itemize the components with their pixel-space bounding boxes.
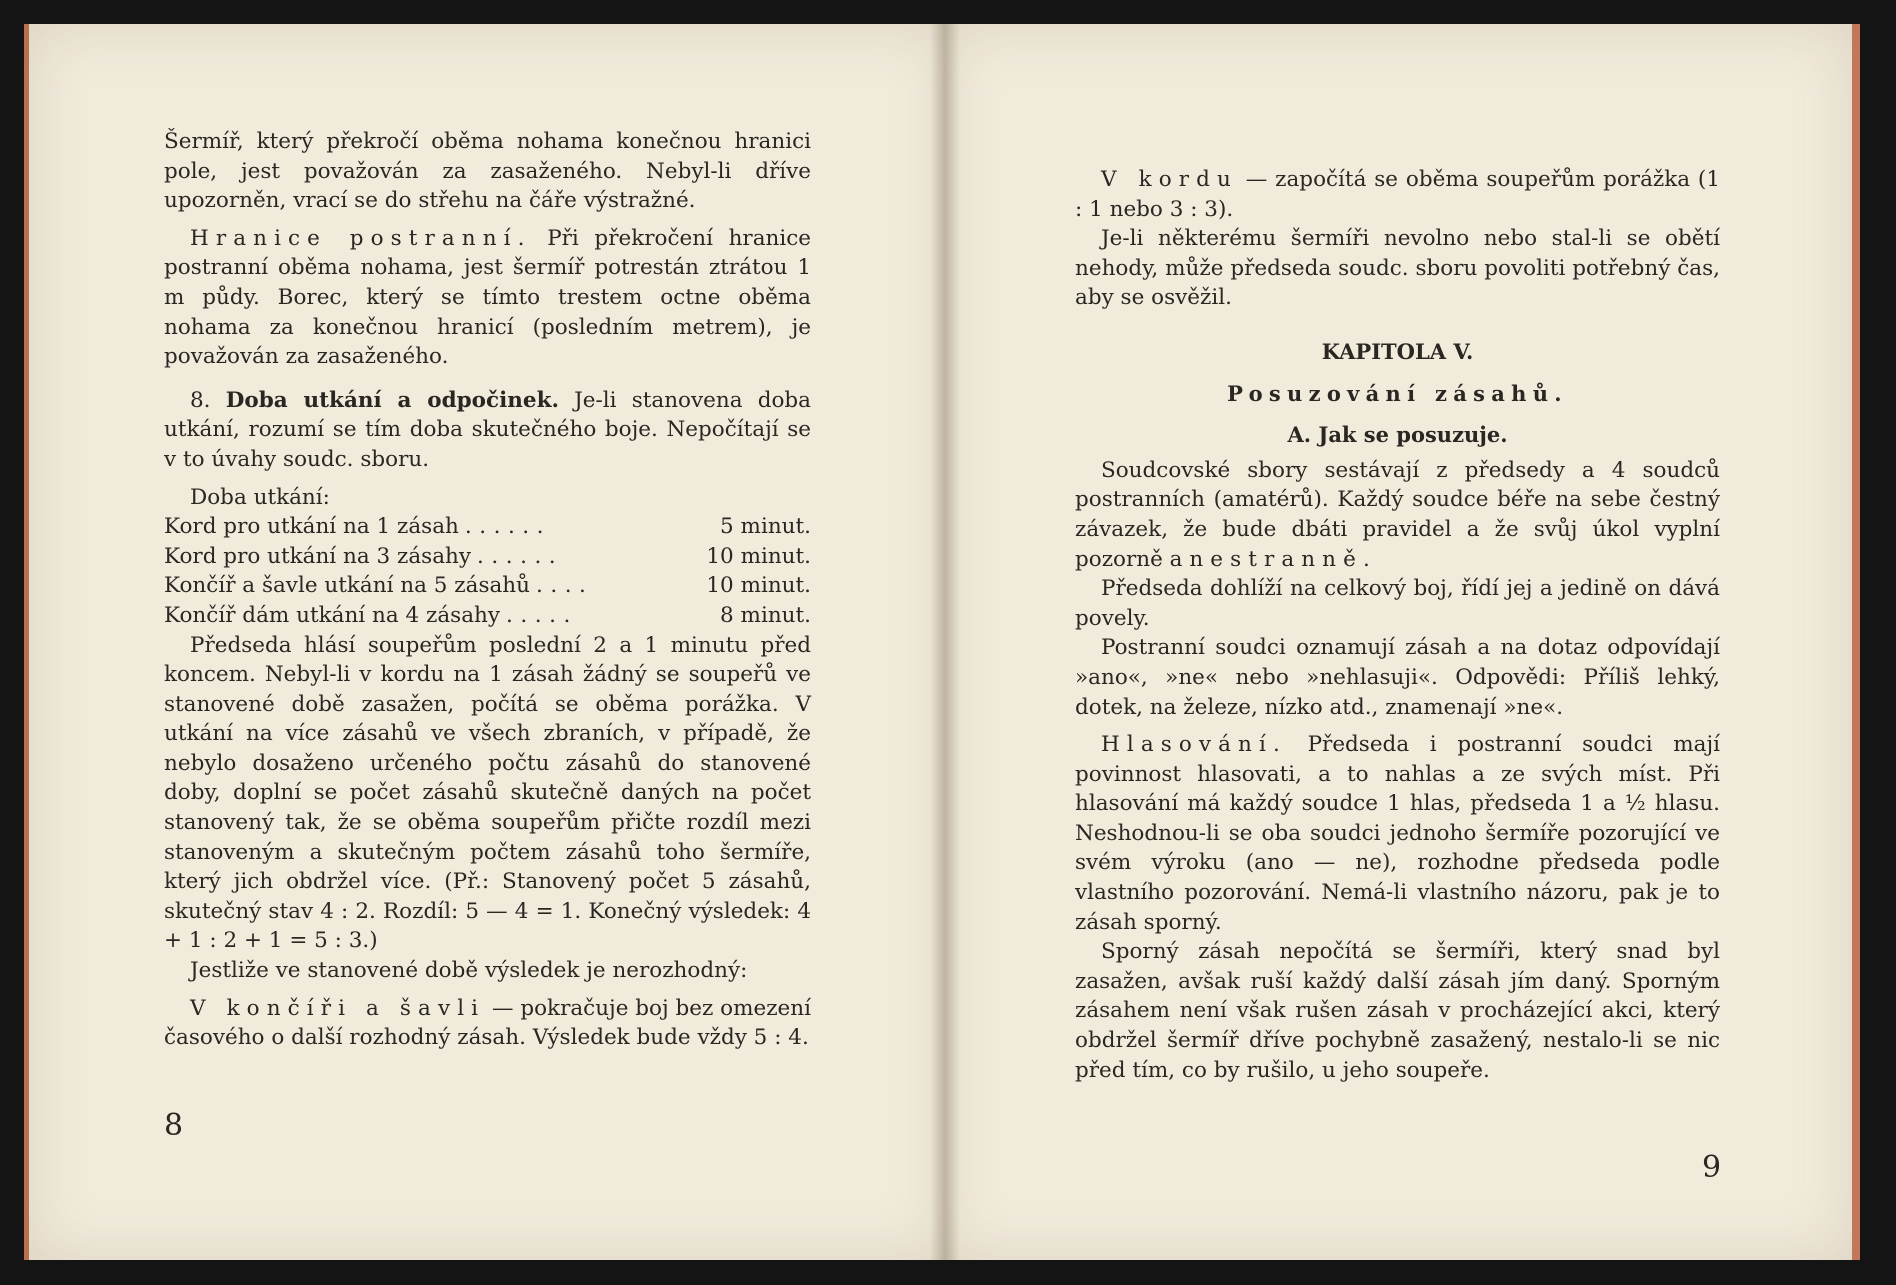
- paragraph: Je-li některému šermíři nevolno nebo stal-li se obětí nehody, může předseda soudc. sboru povoliti potřebný čas, aby se osvěžil.: [1075, 226, 1720, 311]
- spaced-heading: V končíři a šavli: [190, 995, 486, 1021]
- leader-dots: ......: [477, 543, 564, 569]
- spaced-word: nestranně: [1189, 546, 1363, 572]
- paragraph: Postranní soudci oznamují zásah a na dotaz odpovídají »ano«, »ne« nebo »nehlasuji«. Odpovědi: Příliš lehký, dotek, na železe, nízko atd., znamenají »ne«.: [1075, 635, 1720, 720]
- paragraph: Doba utkání:: [190, 484, 330, 510]
- time-value: 5 minut.: [720, 514, 811, 540]
- time-row: [164, 601, 811, 631]
- time-label: Kord pro utkání na 1 zásah: [164, 514, 459, 540]
- time-label: Končíř a šavle utkání na 5 zásahů: [164, 573, 530, 599]
- paragraph: [1075, 730, 1720, 937]
- spaced-heading: Hranice postranní.: [190, 225, 532, 251]
- time-value: 10 minut.: [706, 543, 811, 569]
- paragraph: [164, 224, 811, 372]
- time-label: Kord pro utkání na 3 zásahy: [164, 543, 472, 569]
- chapter-title: Posuzování zásahů.: [1227, 380, 1568, 406]
- right-page-text: [1075, 165, 1720, 1085]
- paragraph: Předseda dohlíží na celkový boj, řídí jej a jedině on dává povely.: [1075, 576, 1720, 631]
- paragraph-text: Předseda i postranní soudci mají povinnost hlasovati, a to nahlas a ze svých míst. Při hlasování má každý soudce 1 hlas, předseda 1 a ½ hlasu. Neshodnou-li se oba soudci jednoho šermíře pozorující ve svém výroku (ano — ne), rozhodne předseda podle vlastního pozorování. Nemá-li vlastního názoru, pak je to zásah sporný.: [1075, 732, 1720, 935]
- time-value: 10 minut.: [706, 573, 811, 599]
- section-heading: A. Jak se posuzuje.: [1287, 422, 1508, 448]
- left-page-text: [164, 127, 811, 1053]
- paragraph-text: — pokračuje boj bez omezení časového o další rozhodný zásah. Výsledek bude vždy 5 : 4.: [164, 995, 811, 1051]
- page-number: 8: [164, 1108, 184, 1143]
- paragraph: Předseda hlásí soupeřům poslední 2 a 1 minutu před koncem. Nebyl-li v kordu na 1 zásah žádný se soupeřů ve stanovené době zasažen, počítá se oběma porážka. V utkání na více zásahů ve všech zbraních, v případě, že nebylo dosaženo určeného počtu zásahů do stanovené doby, doplní se počet zásahů skutečně daných na počet stanovený tak, že se oběma soupeřům přičte rozdíl mezi stanoveným a skutečným počtem zásahů toho šermíře, který jich obdržel více. (Př.: Stanovený počet 5 zásahů, skutečný stav 4 : 2. Rozdíl: 5 — 4 = 1. Konečný výsledek: 4 + 1 : 2 + 1 = 5 : 3.): [164, 632, 811, 954]
- leader-dots: ....: [535, 573, 594, 599]
- paragraph-text: Je-li stanovena doba utkání, rozumí se tím doba skutečného boje. Nepočítají se v to úvahy soudc. sboru.: [164, 387, 811, 472]
- leader-dots: ......: [464, 514, 552, 540]
- section-number: 8.: [190, 387, 226, 413]
- time-value: 8 minut.: [720, 602, 811, 628]
- time-row: [164, 571, 811, 601]
- time-row: [164, 512, 811, 542]
- section-heading: Doba utkání a odpočinek.: [225, 387, 559, 413]
- paragraph-text: Při překročení hranice postranní oběma nohama, jest šermíř potrestán ztrátou 1 m půdy. Borec, který se tímto trestem octne oběma nohama za konečnou hranicí (posledním metrem), je považován za zasaženého.: [164, 225, 811, 370]
- paragraph: [164, 386, 811, 475]
- paragraph: Sporný zásah nepočítá se šermíři, který snad byl zasažen, avšak ruší každý další zásah jím daný. Sporným zásahem není však rušen zásah v procházející akci, který obdržel šermíř dříve pochybně zasažený, nestalo-li se nic před tím, co by rušilo, u jeho soupeře.: [1075, 939, 1720, 1083]
- paragraph-text: Soudcovské sbory sestávají z předsedy a 4 soudců postranních (amatérů). Každý soudce béře na sebe čestný závazek, že bude dbáti pravidel a že svůj úkol vyplní pozorně a: [1075, 457, 1720, 572]
- time-row: [164, 542, 811, 572]
- paragraph: [1075, 456, 1720, 574]
- time-label: Končíř dám utkání na 4 zásahy: [164, 602, 501, 628]
- leader-dots: .....: [506, 602, 578, 628]
- paragraph: Jestliže ve stanovené době výsledek je nerozhodný:: [190, 958, 748, 984]
- page-number: 9: [1702, 1150, 1722, 1185]
- paragraph-text: — započítá se oběma soupeřům porážka (1 : 1 nebo 3 : 3).: [1075, 167, 1720, 222]
- time-table: [164, 512, 811, 630]
- paragraph: [164, 994, 811, 1053]
- spaced-heading: Hlasování.: [1101, 732, 1287, 758]
- paragraph-text: .: [1362, 546, 1370, 572]
- paragraph: [1075, 165, 1720, 224]
- spaced-heading: V kordu: [1101, 167, 1238, 192]
- paragraph: Šermíř, který překročí oběma nohama konečnou hranici pole, jest považován za zasaženého. Nebyl-li dříve upozorněn, vrací se do střehu na čáře výstražné.: [164, 129, 811, 214]
- chapter-heading: KAPITOLA V.: [1321, 338, 1474, 364]
- book-gutter: [930, 24, 960, 1260]
